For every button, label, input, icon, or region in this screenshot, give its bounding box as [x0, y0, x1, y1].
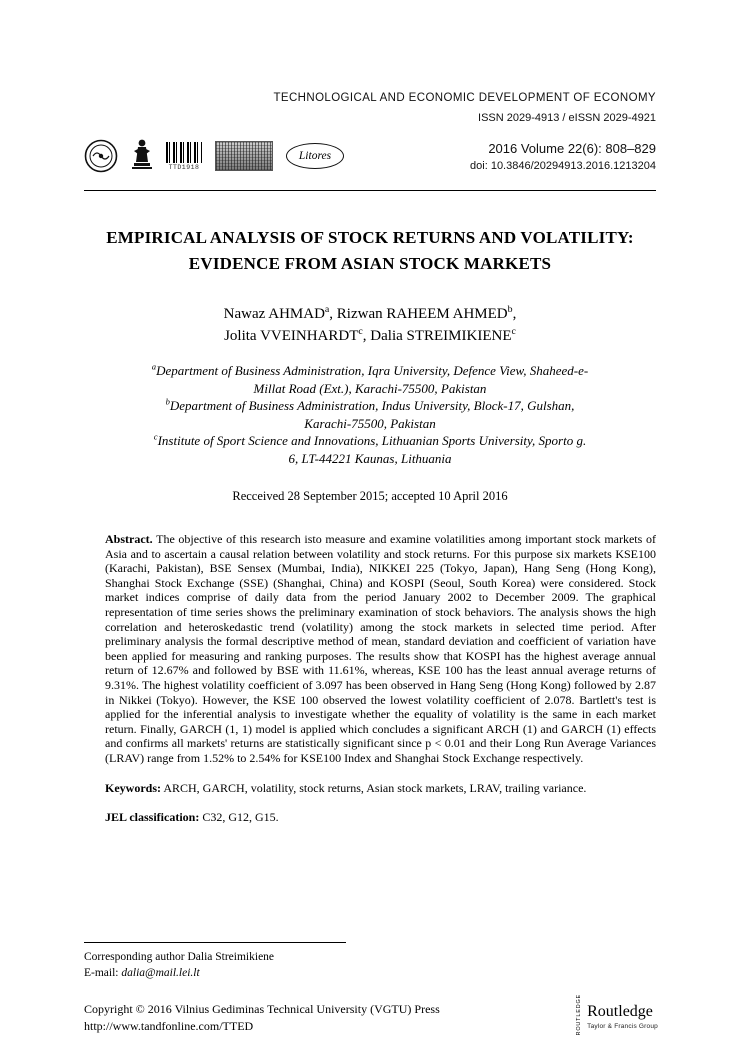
barcode-lines: [166, 142, 202, 163]
litores-label: Litores: [298, 150, 332, 162]
barcode-logo: [166, 142, 202, 171]
author-separator: ,: [329, 306, 337, 322]
logo-row: [84, 136, 656, 176]
litores-logo: [286, 143, 344, 169]
email-line: [84, 965, 656, 981]
authors-line-2: [84, 325, 656, 347]
author-name: Rizwan RAHEEM AHMED: [336, 306, 508, 322]
monument-logo: [131, 138, 153, 174]
affiliation-a: [150, 362, 590, 397]
routledge-wordmark: [587, 997, 658, 1035]
affiliation-c: [150, 432, 590, 467]
emblem-logo: [84, 139, 118, 173]
author-name: Jolita VVEINHARDT: [224, 328, 359, 344]
corresponding-author-line: Corresponding author Dalia Streimikiene: [84, 951, 275, 963]
engraving-logo: [215, 141, 273, 171]
affil-text: Institute of Sport Science and Innovations, Lithuanian Sports University, Sporto g. 6, LT-44221 Kaunas, Lithuania: [157, 433, 587, 466]
title-line1: EMPIRICAL ANALYSIS OF STOCK RETURNS AND VOLATILITY:: [106, 228, 634, 247]
authors-line-1: [84, 303, 656, 325]
author-separator: ,: [512, 306, 517, 322]
journal-header: [84, 92, 656, 191]
affil-text: Department of Business Administration, Iqra University, Defence View, Shaheed-e-Millat Road (Ext.), Karachi-75500, Pakistan: [156, 363, 589, 396]
publisher-logos: [84, 138, 344, 174]
author-affil-mark: a: [324, 304, 330, 315]
routledge-vertical-strip: [573, 993, 584, 1035]
affil-mark: a: [151, 361, 157, 372]
affil-mark: c: [153, 431, 158, 442]
abstract-label: Abstract.: [105, 532, 153, 546]
jel-classification: [105, 810, 656, 825]
copyright-block: [84, 1001, 440, 1035]
doi: doi: 10.3846/20294913.2016.1213204: [470, 159, 656, 172]
title-line2: EVIDENCE FROM ASIAN STOCK MARKETS: [188, 254, 552, 273]
jel-text: C32, G12, G15.: [202, 810, 279, 825]
journal-issn: ISSN 2029-4913 / eISSN 2029-4921: [478, 112, 656, 124]
keywords-text: ARCH, GARCH, volatility, stock returns, Asian stock markets, LRAV, trailing variance.: [163, 780, 587, 795]
affiliations: [84, 362, 656, 467]
volume-info: 2016 Volume 22(6): 808–829: [488, 140, 656, 156]
footnote-block: [84, 942, 656, 981]
volume-doi-block: [470, 141, 656, 172]
routledge-logo: [573, 993, 658, 1035]
author-separator: ,: [362, 328, 371, 344]
routledge-vertical-label: ROUTLEDGE: [575, 993, 582, 1035]
jel-label: JEL classification:: [105, 810, 200, 825]
paper-title: [84, 225, 656, 277]
author-name: Nawaz AHMAD: [223, 306, 325, 322]
affiliation-b: [150, 397, 590, 432]
author-affil-mark: c: [511, 326, 516, 337]
received-accepted-line: Recceived 28 September 2015; accepted 10 April 2016: [232, 489, 508, 503]
header-rule: [84, 190, 656, 191]
routledge-tagline: Taylor & Francis Group: [587, 1022, 658, 1030]
affil-text: Department of Business Administration, Indus University, Block-17, Gulshan, Karachi-75500, Pakistan: [169, 398, 575, 431]
barcode-label: TTD1918: [168, 163, 200, 171]
footnote-rule: [84, 942, 346, 943]
keywords-label: Keywords:: [105, 780, 161, 795]
keywords: [105, 781, 656, 796]
affil-mark: b: [165, 396, 170, 407]
email-link[interactable]: dalia@mail.lei.lt: [121, 967, 200, 979]
author-list: [84, 303, 656, 347]
author-affil-mark: b: [507, 304, 513, 315]
author-name: Dalia STREIMIKIENE: [370, 328, 512, 344]
abstract-text: The objective of this research isto measure and examine volatilities among important stock markets of Asia and to ascertain a causal relation between volatility and stock returns. For this purpose six markets KSE100 (Karachi, Pakistan), BSE Sensex (Mumbai, India), NIKKEI 225 (Tokyo, Japan), Hang Seng (Hong Kong), Shanghai Stock Exchange (SSE) (Shanghai, China) and KOSPI (Seoul, South Korea) were considered. Stock market indices comprise of daily data from the period January 2002 to December 2009. The graphical representation of time series shows the preliminary examination of stock behaviors. The analysis shows the high correlation and heteroskedastic trend (volatility) among the stock markets in selected time period. After preliminary analysis the formal descriptive method of mean, standard deviation and coefficient of variation have been applied for measuring and ranking purposes. The results show that KOSPI has the highest average annual return of 12.67% and followed by BSE with 11.61%, whereas, KSE 100 has the least annual average returns of 9.31%. The highest volatility coefficient of 3.097 has been observed in Hang Seng (Hong Kong) followed by 2.87 in Nikkei (Tokyo). However, the KSE 100 observed the lowest volatility coefficient of 2.078. Bartlett's test is applied for the inferential analysis to investigate whether the equality of volatility is the same in each market return. Finally, GARCH (1, 1) model is applied which concludes a significant ARCH (1) and GARCH (1) effects and confirms all markets' returns are statistically significant since p < 0.01 and their Long Run Average Variances (LRAV) range from 1.52% to 2.54% for KSE100 Index and Shanghai Stock Exchange respectively.: [105, 532, 656, 765]
author-affil-mark: c: [358, 326, 363, 337]
routledge-name: Routledge: [587, 1002, 653, 1020]
abstract: [105, 532, 656, 766]
email-label: E-mail:: [84, 967, 122, 979]
journal-name: TECHNOLOGICAL AND ECONOMIC DEVELOPMENT OF ECONOMY: [273, 92, 656, 104]
copyright-line: Copyright © 2016 Vilnius Gediminas Technical University (VGTU) Press: [84, 1002, 440, 1016]
publisher-url[interactable]: http://www.tandfonline.com/TTED: [84, 1019, 254, 1033]
